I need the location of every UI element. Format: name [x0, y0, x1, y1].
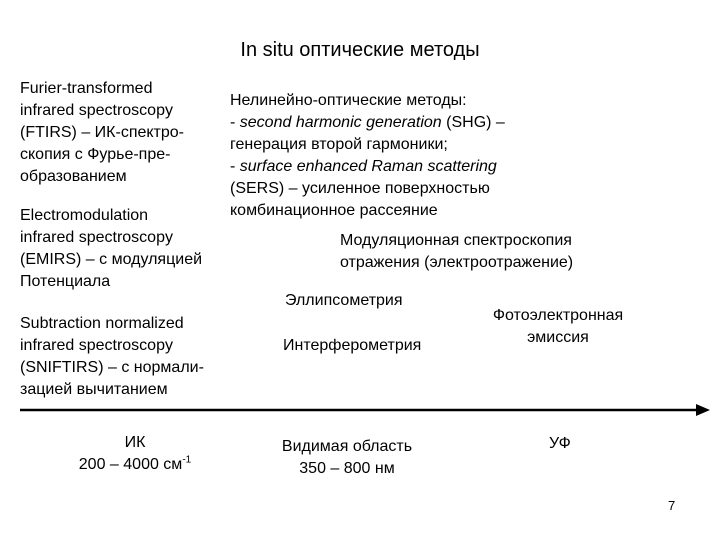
arrow-head-icon	[696, 404, 710, 416]
photoemission-line: Фотоэлектронная	[492, 307, 624, 324]
sniftirs-line: зацией вычитанием	[20, 381, 168, 398]
interferometry-label: Интерферометрия	[283, 337, 422, 354]
ellipsometry-label: Эллипсометрия	[285, 292, 403, 309]
ir-name: ИК	[124, 434, 146, 451]
sniftirs-line: infrared spectroscopy	[20, 337, 173, 354]
nonlinear-methods-block	[230, 90, 505, 222]
emirs-block	[20, 205, 202, 293]
sers-line	[230, 156, 505, 178]
sers-desc: (SERS) – усиленное поверхностью	[230, 180, 490, 197]
ftirs-line: (FTIRS) – ИК-спектро-	[20, 124, 185, 141]
uv-label: УФ	[549, 435, 571, 452]
emirs-line: Electromodulation	[20, 207, 149, 224]
page-number: 7	[668, 498, 676, 513]
modulation-block	[340, 230, 573, 274]
shg-prefix: -	[230, 114, 240, 131]
sers-desc: комбинационное рассеяние	[230, 202, 438, 219]
emirs-line: (EMIRS) – с модуляцией	[20, 251, 203, 268]
emirs-line: infrared spectroscopy	[20, 229, 173, 246]
shg-desc: генерация второй гармоники;	[230, 136, 448, 153]
visible-range: 350 – 800 нм	[299, 460, 395, 477]
ftirs-line: образованием	[20, 168, 127, 185]
slide-title: In situ оптические методы	[240, 39, 480, 61]
ftirs-block	[20, 78, 184, 188]
modulation-line: Модуляционная спектроскопия	[340, 232, 572, 249]
sniftirs-line: Subtraction normalized	[20, 315, 184, 332]
sniftirs-line: (SNIFTIRS) – с нормали-	[20, 359, 204, 376]
sniftirs-block	[20, 313, 204, 401]
shg-name: second harmonic generation	[239, 114, 442, 131]
photoemission-block	[478, 305, 638, 349]
ftirs-line: скопия с Фурье-пре-	[20, 146, 171, 163]
photoemission-line: эмиссия	[527, 329, 589, 346]
shg-abbr: (SHG) –	[441, 114, 505, 131]
ir-range	[50, 454, 220, 476]
ir-range-exponent: -1	[182, 454, 192, 466]
sers-name: surface enhanced Raman scattering	[239, 158, 497, 175]
shg-line	[230, 112, 505, 134]
visible-name: Видимая область	[281, 438, 413, 455]
modulation-line: отражения (электроотражение)	[340, 254, 574, 271]
sers-prefix: -	[230, 158, 240, 175]
emirs-line: Потенциала	[20, 273, 111, 290]
ir-range-value: 200 – 4000 см	[78, 456, 183, 473]
visible-range-label	[262, 436, 432, 480]
ftirs-line: Furier-transformed	[20, 80, 153, 97]
nonlinear-heading: Нелинейно-оптические методы:	[230, 92, 467, 109]
ftirs-line: infrared spectroscopy	[20, 102, 173, 119]
spectrum-axis-arrow	[20, 400, 710, 420]
ir-range-label	[50, 432, 220, 476]
